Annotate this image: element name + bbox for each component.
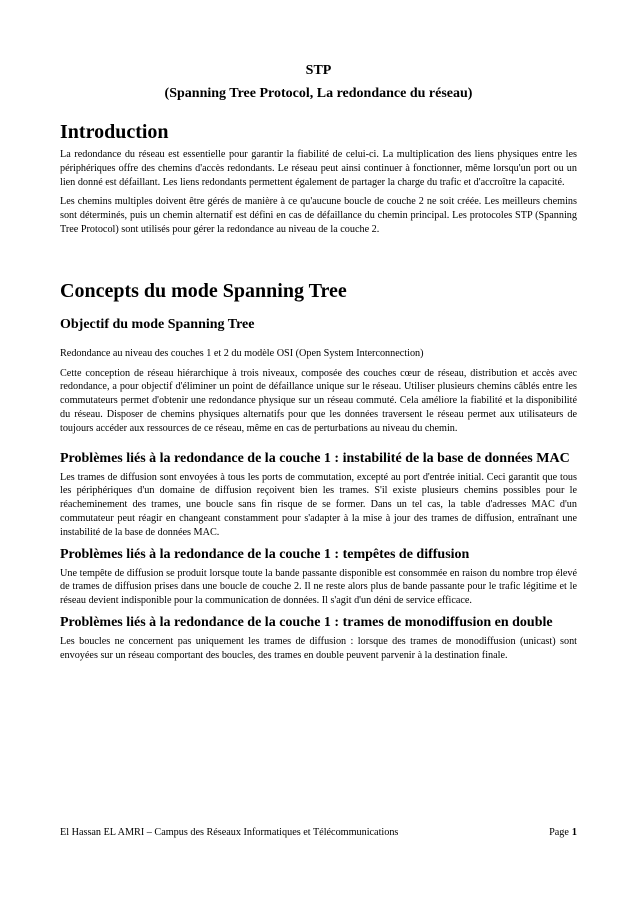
introduction-paragraph-2: Les chemins multiples doivent être gérés de manière à ce qu'aucune boucle de couche 2 ne soit créée. Les meilleurs chemins sont déterminés, puis un chemin alternatif est défini en cas de défaillance du chemin principal. Les protocoles STP (Spanning Tree Protocol) sont utilisés pour gérer la redondance au niveau de la couche 2. (60, 196, 577, 235)
section-heading-introduction: Introduction (60, 121, 169, 143)
page-content (60, 62, 577, 663)
objectif-paragraph-2: Cette conception de réseau hiérarchique à trois niveaux, composée des couches cœur de réseau, distribution et accès avec redondance, a pour objectif d'éliminer un point de défaillance unique sur le réseau. Utiliser plusieurs chemins câblés entre les commutateurs permet d'obtenir une redondance physique sur un réseau commuté. Cela améliore la fiabilité et la disponibilité du réseau. Disposer de chemins physiques alternatifs pour que les données traversent le réseau permet aux utilisateurs de toujours accéder aux ressources de ce réseau, même en cas de perturbations au niveau du chemin. (60, 367, 577, 434)
subsection-heading-mac-instability: Problèmes liés à la redondance de la couche 1 : instabilité de la base de données MAC (60, 450, 570, 466)
section-heading-concepts: Concepts du mode Spanning Tree (60, 279, 347, 302)
objectif-paragraph-1: Redondance au niveau des couches 1 et 2 du modèle OSI (Open System Interconnection) (60, 347, 424, 359)
footer-page-indicator (549, 826, 577, 840)
document-subtitle: (Spanning Tree Protocol, La redondance du réseau) (164, 86, 473, 101)
broadcast-storms-paragraph: Une tempête de diffusion se produit lorsque toute la bande passante disponible est consommée en raison du nombre trop élevé de trames de diffusion prises dans une boucle de couche 2. Il ne reste alors plus de bande passante pour le trafic légitime et le réseau devient indisponible pour la communication de données. Il s'agit d'un déni de service efficace. (60, 567, 577, 607)
duplicate-unicast-paragraph: Les boucles ne concernent pas uniquement les trames de diffusion : lorsque des trames de monodiffusion (unicast) sont envoyées sur un réseau comportant des boucles, des trames en double peuvent parvenir à la destination finale. (60, 635, 577, 661)
footer-author: El Hassan EL AMRI – Campus des Réseaux Informatiques et Télécommunications (60, 827, 399, 838)
footer-page-label: Page (549, 827, 569, 838)
mac-instability-paragraph: Les trames de diffusion sont envoyées à tous les ports de commutation, excepté au port d'entrée initial. Ceci garantit que tous les périphériques d'un domaine de diffusion reçoivent bien les trames. S'il existe plusieurs chemins possibles pour le réacheminement des trames, une boucle sans fin risque de se former. Dans un tel cas, la table d'adresses MAC d'un commutateur peut réagir en changeant constamment pour s'adapter à la mise à jour des trames de diffusion, entraînant une instabilité de la base de données MAC. (60, 471, 577, 538)
subsection-heading-duplicate-unicast: Problèmes liés à la redondance de la couche 1 : trames de monodiffusion en double (60, 614, 553, 630)
subsection-heading-objectif: Objectif du mode Spanning Tree (60, 316, 255, 332)
footer-page-number: 1 (571, 827, 577, 838)
page-footer (60, 826, 577, 840)
subsection-heading-broadcast-storms: Problèmes liés à la redondance de la couche 1 : tempêtes de diffusion (60, 546, 470, 562)
introduction-paragraph-1: La redondance du réseau est essentielle pour garantir la fiabilité de celui-ci. La multiplication des liens physiques entre les périphériques offre des chemins d'accès redondants. Le réseau peut ainsi continuer à fonctionner, même lorsqu'un port ou un lien donné est défaillant. Les liens redondants permettent également de partager la charge du trafic et d'accroître la capacité. (60, 149, 577, 188)
document-title: STP (305, 63, 332, 78)
